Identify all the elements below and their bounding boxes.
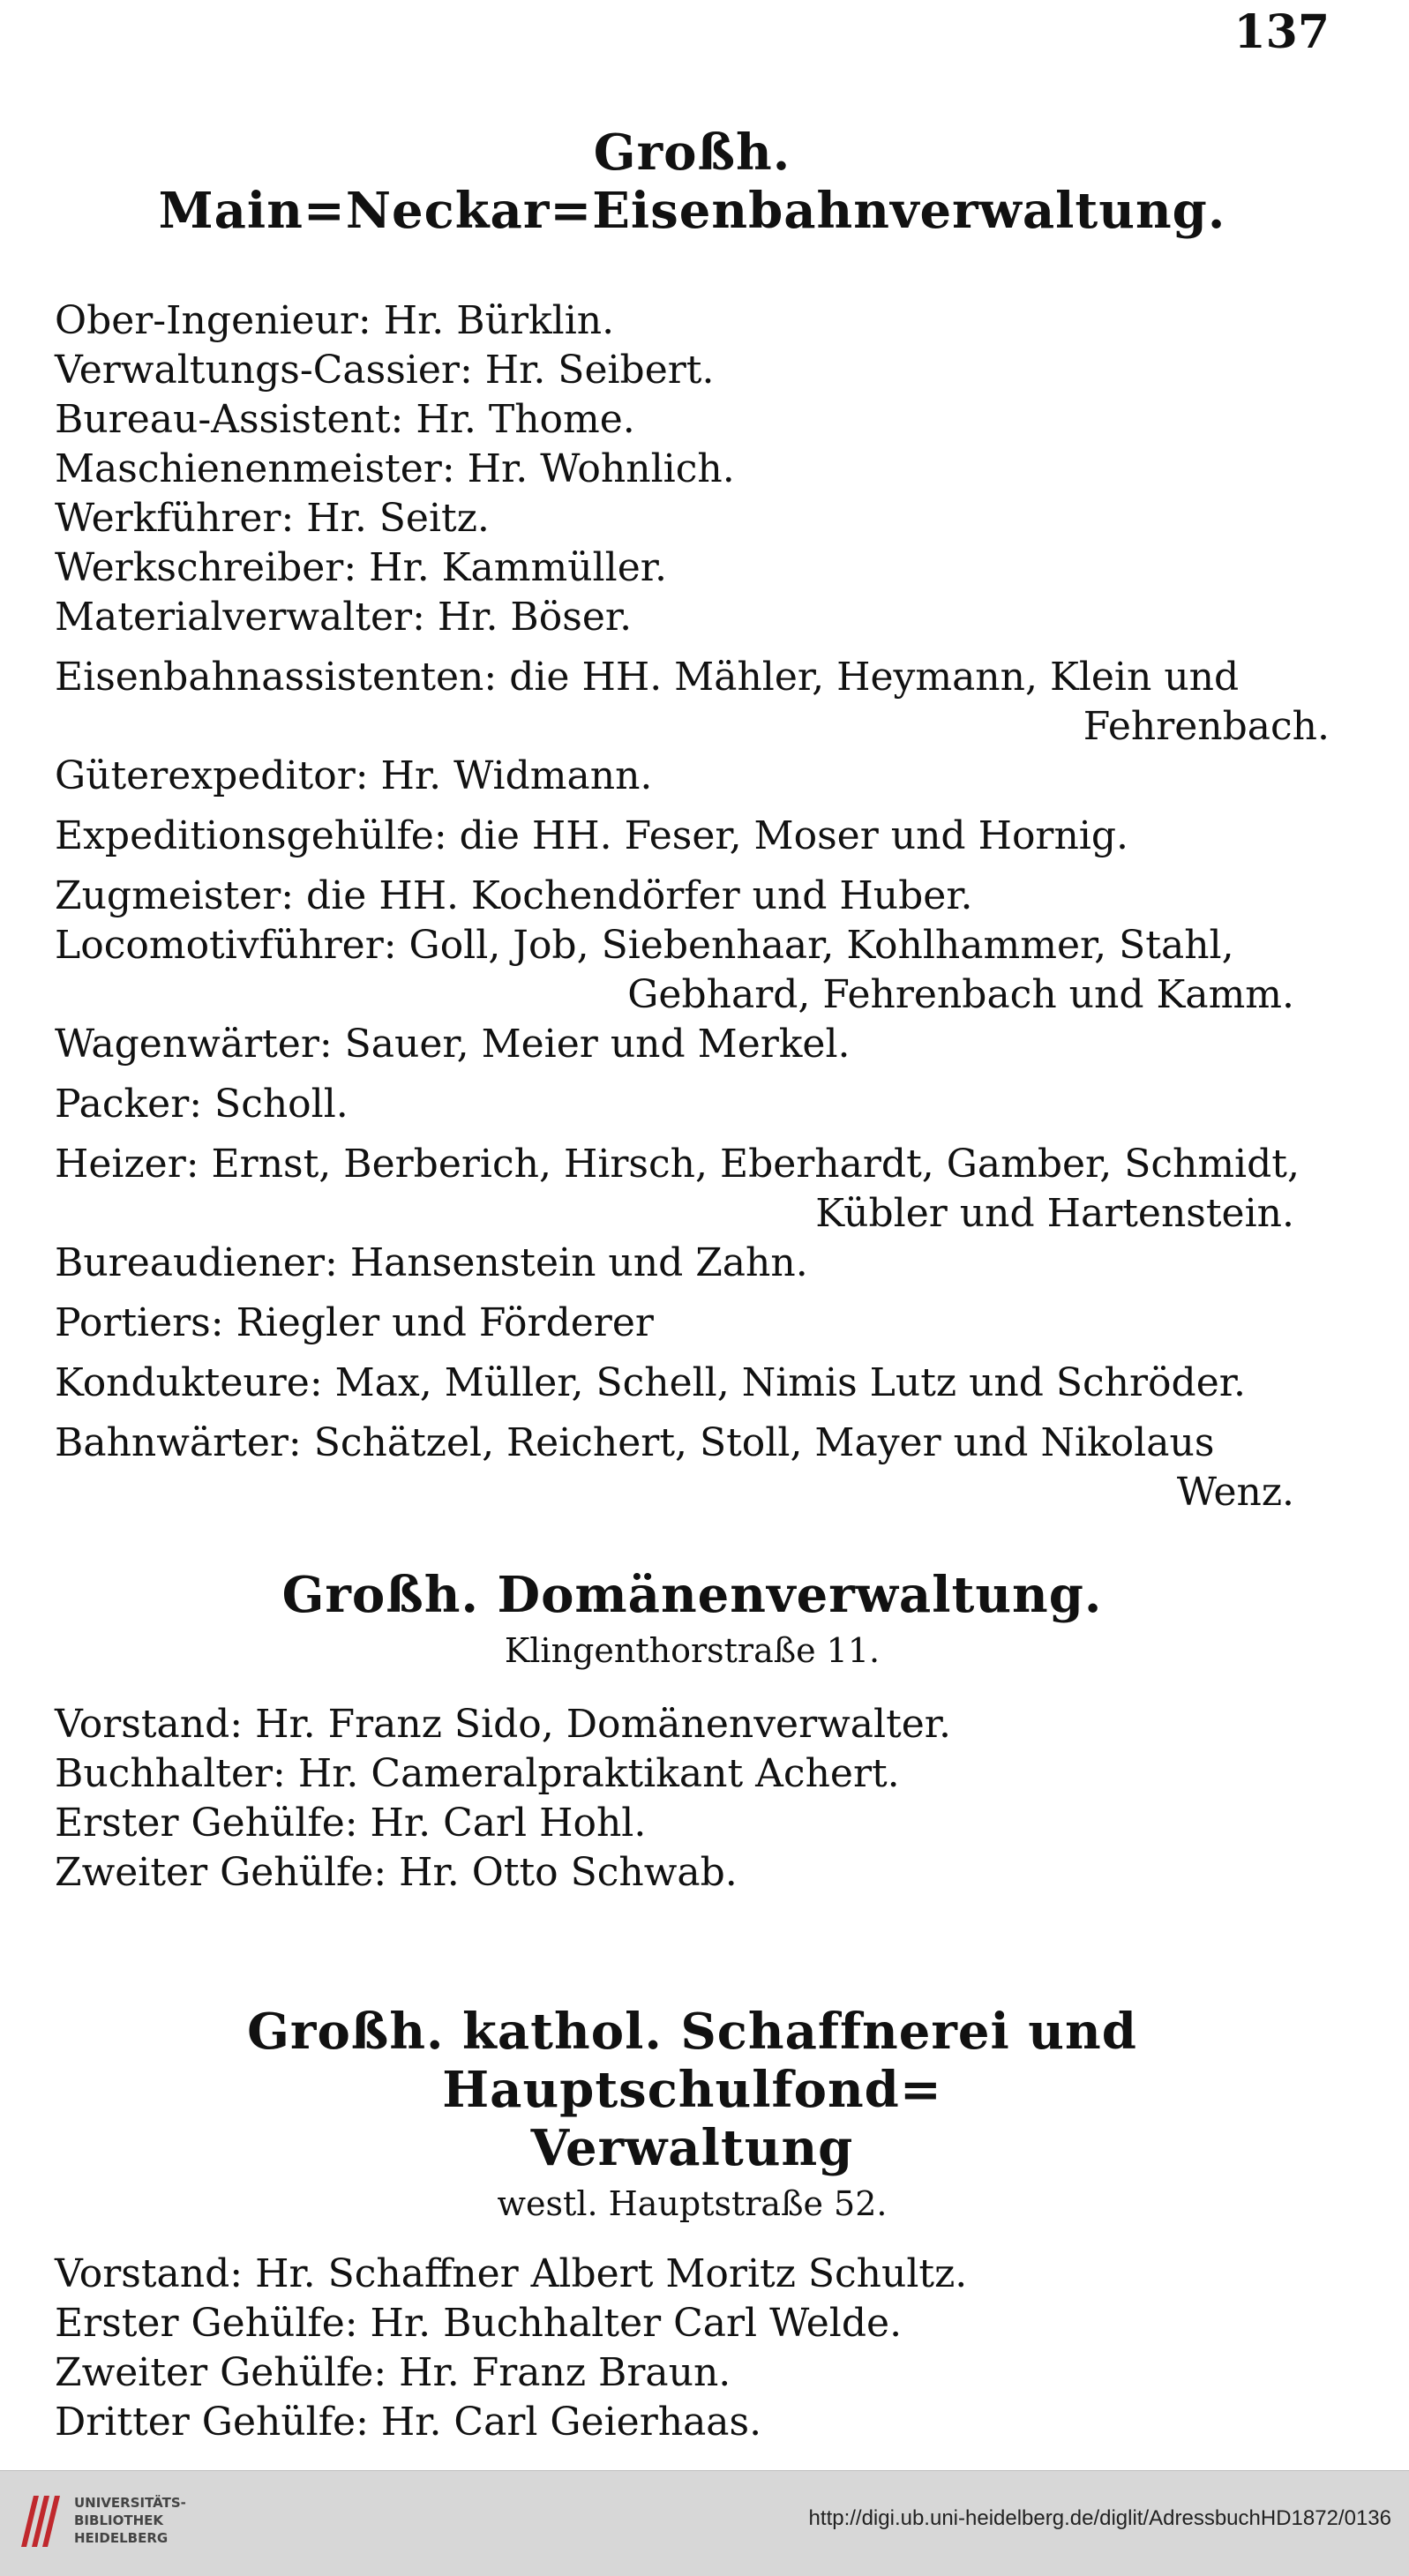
entry: Werkführer: Hr. Seitz. [55,496,490,541]
entry-list [55,2250,1330,2447]
library-line: HEIDELBERG [74,2530,169,2546]
entry: Zweiter Gehülfe: Hr. Franz Braun. [55,2350,731,2395]
entry: Portiers: Riegler und Förderer [55,1300,654,1345]
entry: Buchhalter: Hr. Cameralpraktikant Achert. [55,1751,900,1796]
section-address: westl. Hauptstraße 52. [497,2184,888,2223]
library-line: BIBLIOTHEK [74,2512,163,2528]
entry: Heizer: Ernst, Berberich, Hirsch, Eberhardt, Gamber, Schmidt, [55,1142,1300,1187]
entry: Zugmeister: die HH. Kochendörfer und Huber. [55,873,973,918]
entry: Kondukteure: Max, Müller, Schell, Nimis Lutz und Schröder. [55,1360,1246,1405]
entry: Expeditionsgehülfe: die HH. Feser, Moser und Hornig. [55,813,1129,858]
entry: Packer: Scholl. [55,1082,349,1127]
entry: Bureaudiener: Hansenstein und Zahn. [55,1240,808,1285]
permalink-url[interactable]: http://digi.ub.uni-heidelberg.de/diglit/AdressbuchHD1872/0136 [808,2506,1391,2530]
entry: Werkschreiber: Hr. Kammüller. [55,545,667,590]
entry: Maschienenmeister: Hr. Wohnlich. [55,446,735,491]
entry: Materialverwalter: Hr. Böser. [55,595,633,640]
library-logo-icon [16,2490,62,2552]
section-eisenbahnverwaltung [55,124,1330,1517]
section-title: Großh. Domänenverwaltung. [281,1566,1103,1624]
section-domaenenverwaltung [55,1566,1330,1898]
entry: Bureau-Assistent: Hr. Thome. [55,397,635,442]
section-title: Großh. Main=Neckar=Eisenbahnverwaltung. [158,124,1226,240]
section-title-line2: Verwaltung [530,2119,854,2177]
entry: Zweiter Gehülfe: Hr. Otto Schwab. [55,1850,738,1895]
entry: Locomotivführer: Goll, Job, Siebenhaar, Kohlhammer, Stahl, [55,923,1234,968]
entry: Erster Gehülfe: Hr. Buchhalter Carl Welde. [55,2301,903,2346]
entry: Erster Gehülfe: Hr. Carl Hohl. [55,1801,647,1846]
entry-continuation: Fehrenbach. [1083,704,1330,749]
entry: Wagenwärter: Sauer, Meier und Merkel. [55,1022,851,1067]
entry: Verwaltungs-Cassier: Hr. Seibert. [55,348,715,393]
library-name [74,2494,186,2547]
entry-list [55,296,1330,1517]
entry-continuation: Wenz. [1176,1470,1294,1515]
entry: Güterexpeditor: Hr. Widmann. [55,753,653,798]
entry-continuation: Kübler und Hartenstein. [815,1191,1294,1236]
entry-list [55,1700,1330,1898]
entry: Bahnwärter: Schätzel, Reichert, Stoll, Mayer und Nikolaus [55,1420,1215,1465]
entry: Eisenbahnassistenten: die HH. Mähler, Heymann, Klein und [55,655,1240,700]
entry: Dritter Gehülfe: Hr. Carl Geierhaas. [55,2400,762,2445]
viewer-footer [0,2470,1409,2576]
section-address: Klingenthorstraße 11. [504,1631,881,1670]
entry: Vorstand: Hr. Schaffner Albert Moritz Schultz. [55,2251,968,2296]
section-title: Großh. kathol. Schaffnerei und Hauptschulfond= [247,2003,1137,2119]
library-line: UNIVERSITÄTS- [74,2495,186,2511]
entry: Vorstand: Hr. Franz Sido, Domänenverwalter. [55,1702,951,1747]
page-number: 137 [1233,5,1330,59]
entry-continuation: Gebhard, Fehrenbach und Kamm. [627,972,1294,1017]
section-schaffnerei [55,2003,1330,2447]
entry: Ober-Ingenieur: Hr. Bürklin. [55,298,615,343]
